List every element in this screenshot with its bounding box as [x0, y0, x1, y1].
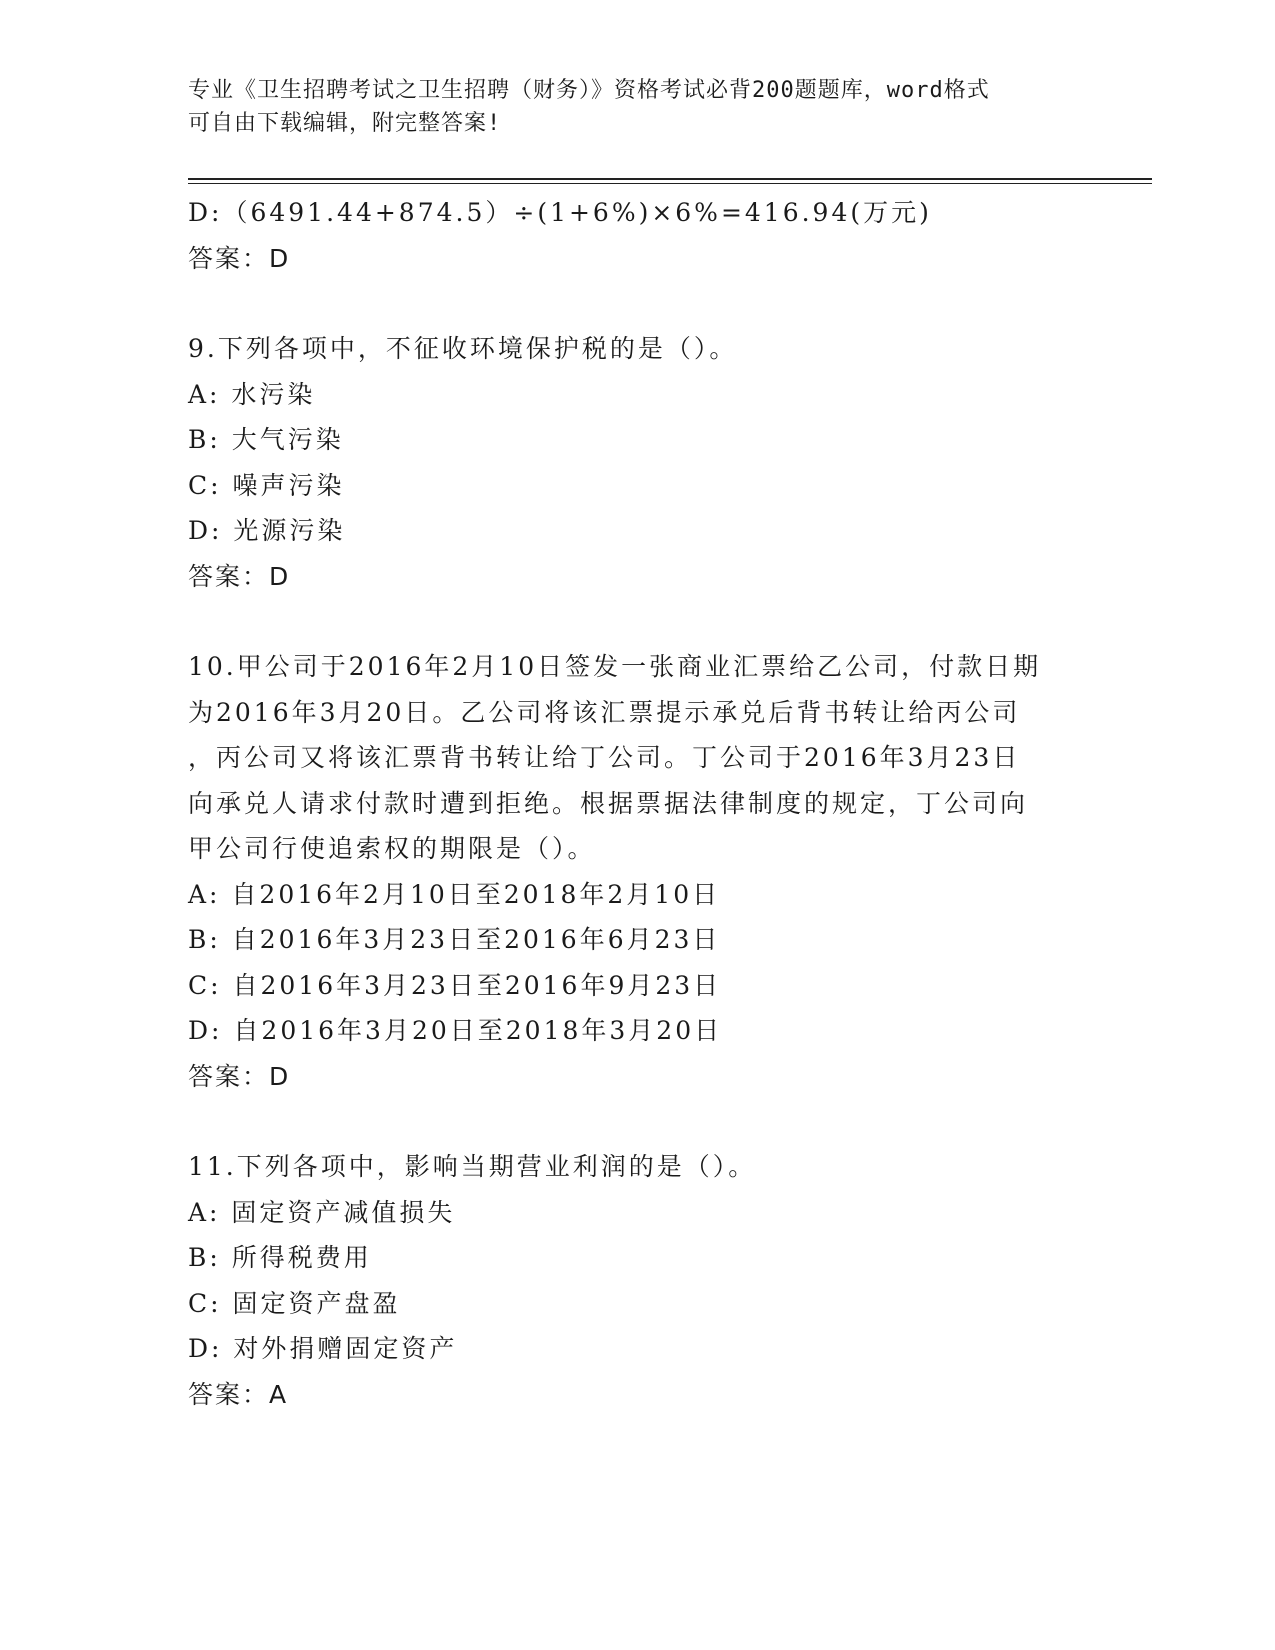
prev-question-block	[188, 190, 1088, 281]
answer: 答案：D	[188, 561, 291, 591]
option-c: C: 噪声污染	[188, 470, 345, 500]
option-b: B: 所得税费用	[188, 1243, 372, 1272]
question-text: 11.下列各项中，影响当期营业利润的是（）。	[188, 1152, 757, 1181]
question-9-block	[188, 326, 1088, 599]
answer: 答案：A	[188, 1379, 289, 1409]
question-text-line-4: 向承兑人请求付款时遭到拒绝。根据票据法律制度的规定，丁公司向	[188, 788, 1029, 818]
header-divider	[188, 178, 1152, 180]
document-body	[188, 190, 1088, 1417]
question-text: 9.下列各项中，不征收环境保护税的是（）。	[188, 334, 738, 363]
question-10-block	[188, 644, 1088, 1099]
answer: 答案：D	[188, 243, 291, 273]
question-text-line-1: 10.甲公司于2016年2月10日签发一张商业汇票给乙公司，付款日期	[188, 652, 1042, 681]
option-a: A: 水污染	[188, 379, 316, 409]
option-d: D: 自2016年3月20日至2018年3月20日	[188, 1016, 723, 1045]
option-d: D:（6491.44+874.5）÷(1+6%)×6%=416.94(万元)	[188, 198, 932, 227]
option-c: C: 自2016年3月23日至2016年9月23日	[188, 970, 722, 1000]
spacer	[188, 599, 1088, 644]
option-c: C: 固定资产盘盈	[188, 1288, 401, 1318]
question-text-line-2: 为2016年3月20日。乙公司将该汇票提示承兑后背书转让给丙公司	[188, 697, 1021, 727]
spacer	[188, 281, 1088, 326]
option-a: A: 固定资产减值损失	[188, 1197, 456, 1227]
option-a: A: 自2016年2月10日至2018年2月10日	[188, 879, 721, 909]
option-b: B: 大气污染	[188, 425, 344, 454]
answer: 答案：D	[188, 1061, 291, 1091]
option-d: D: 光源污染	[188, 516, 346, 545]
header-divider-thin	[188, 183, 1152, 184]
document-header	[188, 74, 1068, 140]
header-line-1: 专业《卫生招聘考试之卫生招聘（财务）》资格考试必背200题题库，word格式	[188, 78, 990, 103]
question-text-line-5: 甲公司行使追索权的期限是（）。	[188, 834, 596, 863]
question-text-line-3: ，丙公司又将该汇票背书转让给丁公司。丁公司于2016年3月23日	[188, 743, 1021, 772]
spacer	[188, 1099, 1088, 1144]
option-d: D: 对外捐赠固定资产	[188, 1334, 458, 1363]
question-11-block	[188, 1144, 1088, 1417]
option-b: B: 自2016年3月23日至2016年6月23日	[188, 925, 721, 954]
header-line-2: 可自由下载编辑，附完整答案!	[188, 111, 502, 136]
